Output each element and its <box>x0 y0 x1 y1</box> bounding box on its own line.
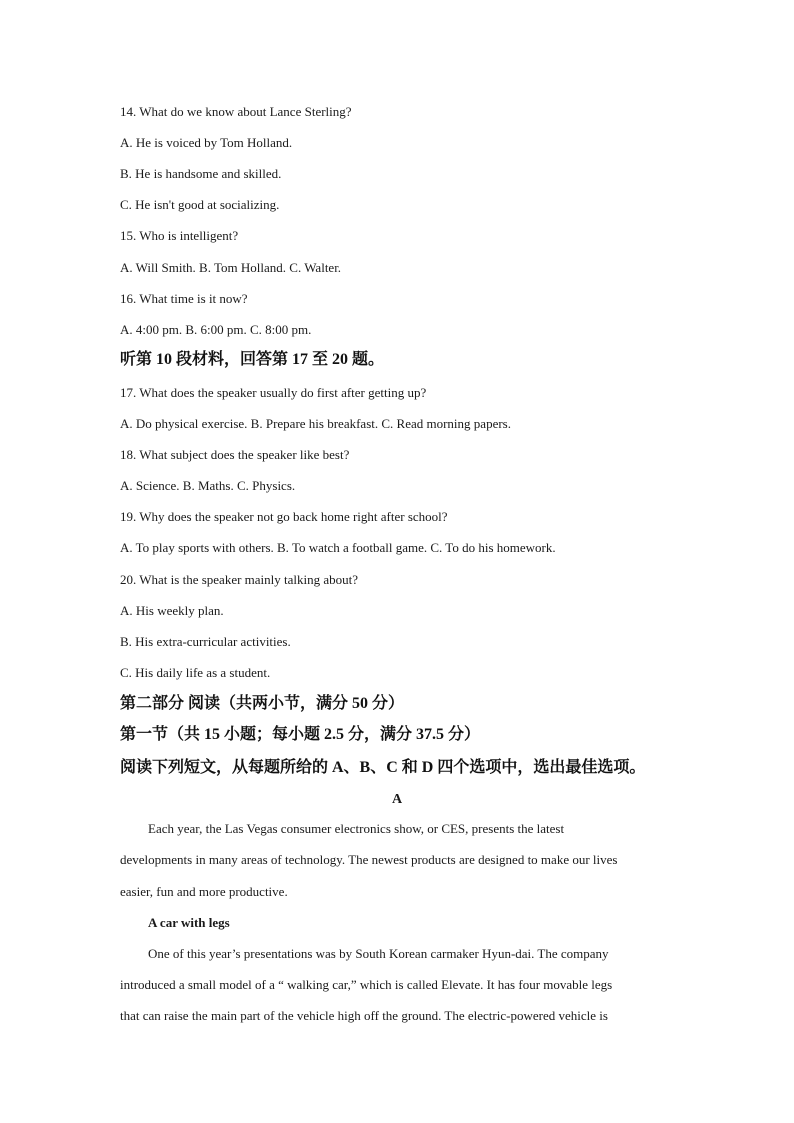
question-15: 15. Who is intelligent? <box>120 228 239 243</box>
question-17: 17. What does the speaker usually do first after getting up? <box>120 385 427 400</box>
passage-p2-line-2: introduced a small model of a “ walking car,” which is called Elevate. It has four movable legs <box>120 977 613 992</box>
question-14: 14. What do we know about Lance Sterling? <box>120 104 352 119</box>
passage-p2-line-3: that can raise the main part of the vehicle high off the ground. The electric-powered vehicle is <box>120 1008 608 1023</box>
passage-label: A <box>391 792 403 807</box>
question-14-option-a: A. He is voiced by Tom Holland. <box>120 135 293 150</box>
question-14-option-b: B. He is handsome and skilled. <box>120 166 282 181</box>
instructions: 阅读下列短文，从每题所给的 A、B、C 和 D 四个选项中，选出最佳选项。 <box>120 759 646 776</box>
question-17-options: A. Do physical exercise. B. Prepare his breakfast. C. Read morning papers. <box>120 416 511 431</box>
passage-p1-line-3: easier, fun and more productive. <box>120 884 288 899</box>
passage-p1-line-1: Each year, the Las Vegas consumer electronics show, or CES, presents the latest <box>148 821 565 836</box>
section-1-heading: 第一节（共 15 小题；每小题 2.5 分，满分 37.5 分） <box>120 726 481 743</box>
section-10-heading: 听第 10 段材料，回答第 17 至 20 题。 <box>120 351 385 368</box>
question-18: 18. What subject does the speaker like best? <box>120 447 350 462</box>
question-20-option-a: A. His weekly plan. <box>120 603 224 618</box>
question-16-options: A. 4:00 pm. B. 6:00 pm. C. 8:00 pm. <box>120 322 312 337</box>
question-19-options: A. To play sports with others. B. To watch a football game. C. To do his homework. <box>120 540 556 555</box>
passage-subheading: A car with legs <box>148 915 230 930</box>
question-14-option-c: C. He isn't good at socializing. <box>120 197 280 212</box>
part-2-heading: 第二部分 阅读（共两小节，满分 50 分） <box>120 695 405 712</box>
question-18-options: A. Science. B. Maths. C. Physics. <box>120 478 296 493</box>
question-20: 20. What is the speaker mainly talking about? <box>120 572 359 587</box>
question-20-option-c: C. His daily life as a student. <box>120 665 271 680</box>
passage-p1-line-2: developments in many areas of technology. The newest products are designed to make our lives <box>120 852 618 867</box>
question-15-options: A. Will Smith. B. Tom Holland. C. Walter. <box>120 260 342 275</box>
passage-p2-line-1: One of this year’s presentations was by South Korean carmaker Hyun-dai. The company <box>148 946 609 961</box>
question-19: 19. Why does the speaker not go back home right after school? <box>120 509 448 524</box>
question-16: 16. What time is it now? <box>120 291 248 306</box>
question-20-option-b: B. His extra-curricular activities. <box>120 634 291 649</box>
